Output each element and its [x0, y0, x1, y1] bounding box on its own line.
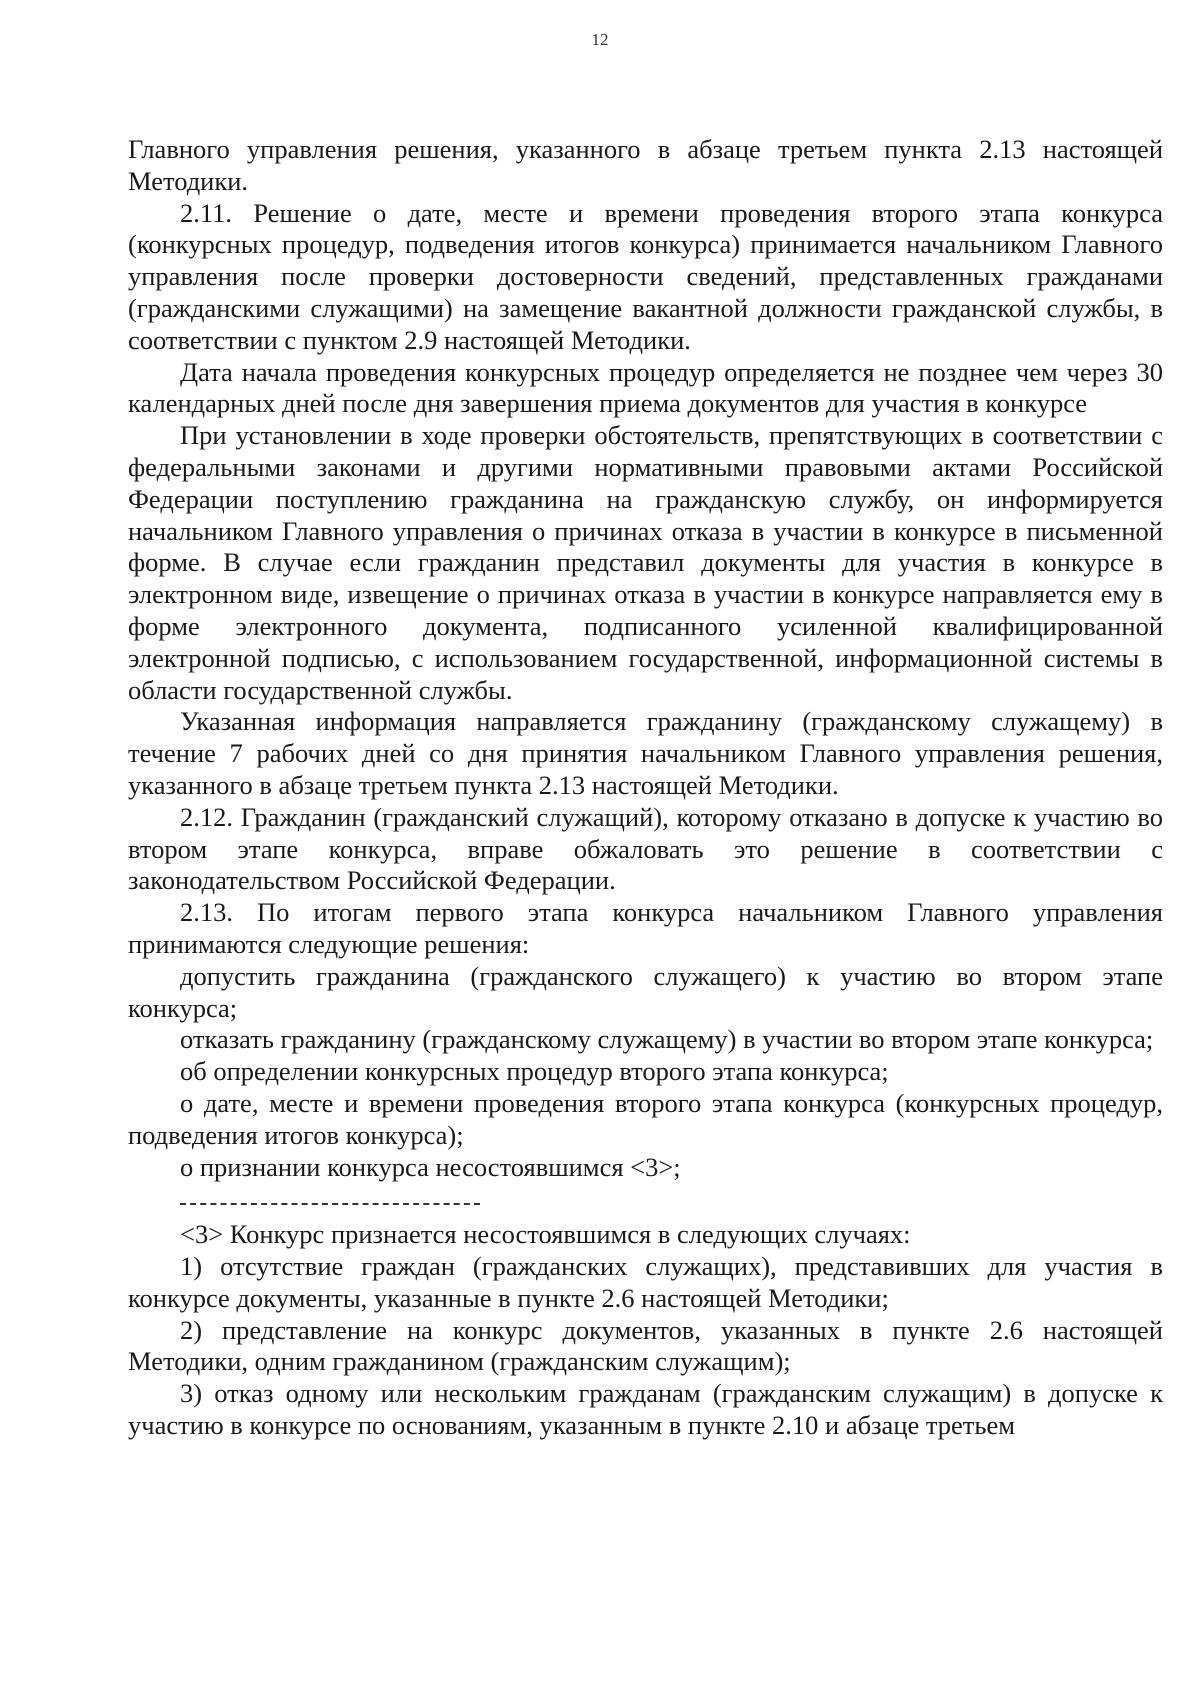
paragraph: Главного управления решения, указанного в абзаце третьем пункта 2.13 настоящей Методики. [128, 134, 1163, 196]
footnote-separator [180, 1203, 480, 1205]
document-body [128, 134, 1163, 1442]
paragraph: 2.11. Решение о дате, месте и времени проведения второго этапа конкурса (конкурсных процедур, подведения итогов конкурса) принимается начальником Главного управления после проверки достоверности сведений, представленных гражданами (гражданскими служащими) на замещение вакантной должности гражданской службы, в соответствии с пунктом 2.9 настоящей Методики. [128, 197, 1163, 355]
paragraph: Указанная информация направляется гражданину (гражданскому служащему) в течение 7 рабочих дней со дня принятия начальником Главного управления решения, указанного в абзаце третьем пункта 2.13 настоящей Методики. [128, 706, 1163, 800]
paragraph: 2.13. По итогам первого этапа конкурса начальником Главного управления принимаются следующие решения: [128, 897, 1163, 959]
paragraph: Дата начала проведения конкурсных процедур определяется не позднее чем через 30 календарных дней после дня завершения приема документов для участия в конкурсе [128, 356, 1163, 419]
footnote-paragraph: 1) отсутствие граждан (гражданских служащих), представивших для участия в конкурсе документы, указанные в пункте 2.6 настоящей Методики; [128, 1251, 1163, 1313]
footnote-paragraph: 3) отказ одному или нескольким гражданам (гражданским служащим) в допуске к участию в конкурсе по основаниям, указанным в пункте 2.10 и абзаце третьем [128, 1378, 1163, 1441]
paragraph: допустить гражданина (гражданского служащего) к участию во втором этапе конкурса; [128, 960, 1163, 1023]
paragraph: отказать гражданину (гражданскому служащему) в участии во втором этапе конкурса; [180, 1024, 1154, 1055]
paragraph: о дате, месте и времени проведения второго этапа конкурса (конкурсных процедур, подведения итогов конкурса); [128, 1087, 1163, 1150]
paragraph: При установлении в ходе проверки обстоятельств, препятствующих в соответствии с федеральными законами и другими нормативными правовыми актами Российской Федерации поступлению гражданина на гражданскую службу, он информируется начальником Главного управления о причинах отказа в участии в конкурсе в письменной форме. В случае если гражданин представил документы для участия в конкурсе в электронном виде, извещение о причинах отказа в участии в конкурсе направляется ему в форме электронного документа, подписанного усиленной квалифицированной электронной подписью, с использованием государственной, информационной системы в области государственной службы. [128, 420, 1163, 705]
footnote-paragraph: 2) представление на конкурс документов, указанных в пункте 2.6 настоящей Методики, одним гражданином (гражданским служащим); [128, 1314, 1163, 1377]
page-number: 12 [591, 30, 609, 49]
footnote-paragraph: <3> Конкурс признается несостоявшимся в следующих случаях: [180, 1219, 911, 1250]
footnote [128, 1219, 1163, 1442]
paragraph: об определении конкурсных процедур второго этапа конкурса; [180, 1056, 889, 1087]
paragraph: о признании конкурса несостоявшимся <3>; [180, 1151, 681, 1182]
paragraph: 2.12. Гражданин (гражданский служащий), которому отказано в допуске к участию во втором этапе конкурса, вправе обжаловать это решение в соответствии с законодательством Российской Федерации. [128, 801, 1163, 896]
